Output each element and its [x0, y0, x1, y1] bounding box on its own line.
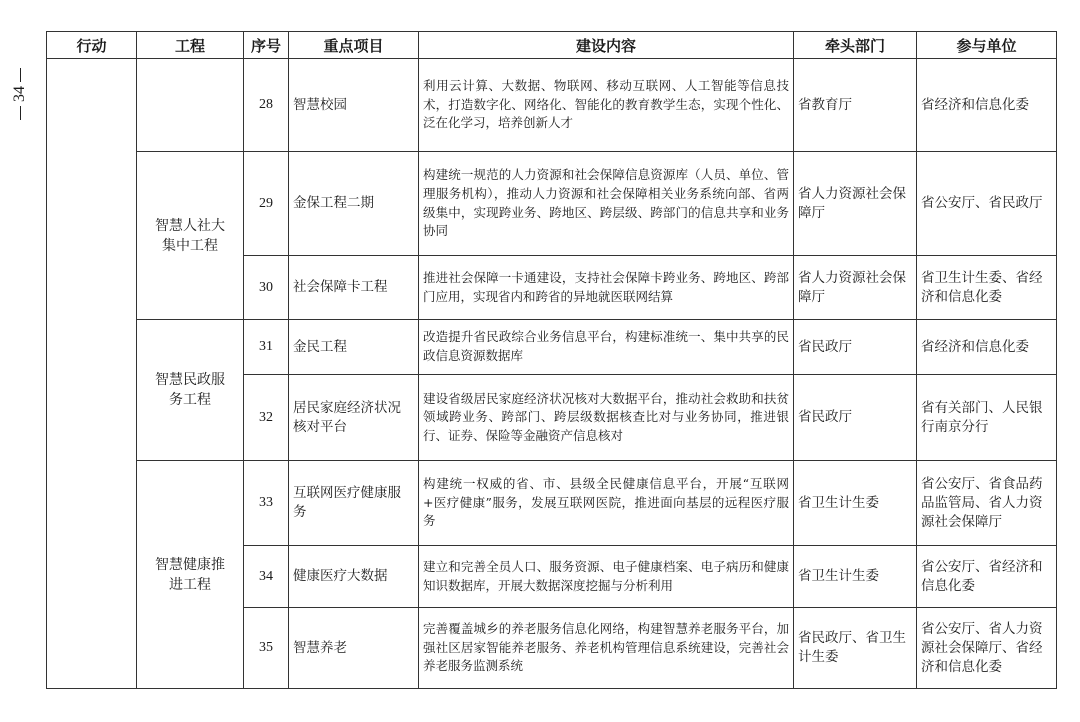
page-number-text: 34 [11, 86, 28, 102]
seq-cell: 34 [244, 546, 289, 608]
lead-dept-cell: 省卫生计生委 [794, 461, 917, 546]
table-row [47, 152, 1057, 256]
header-participants: 参与单位 [917, 32, 1057, 59]
participants-cell: 省公安厅、省人力资源社会保障厅、省经济和信息化委 [917, 608, 1057, 689]
seq-cell: 30 [244, 256, 289, 320]
project-cell [137, 461, 244, 689]
table-row [47, 320, 1057, 375]
content-cell: 建设省级居民家庭经济状况核对大数据平台，推动社会救助和扶贫领域跨业务、跨部门、跨层级数据核查比对与业务协同，推进银行、证券、保险等金融资产信息核对 [419, 375, 794, 461]
content-cell: 推进社会保障一卡通建设，支持社会保障卡跨业务、跨地区、跨部门应用，实现省内和跨省的异地就医联网结算 [419, 256, 794, 320]
lead-dept-cell: 省民政厅、省卫生计生委 [794, 608, 917, 689]
page-number-dash-top [20, 68, 21, 82]
project-cell-empty [137, 59, 244, 152]
project-name: 智慧民政服务工程 [155, 372, 225, 408]
table-header-row [47, 32, 1057, 59]
header-seq: 序号 [244, 32, 289, 59]
content-cell: 构建统一规范的人力资源和社会保障信息资源库（人员、单位、管理服务机构），推动人力资源和社会保障相关业务系统向部、省两级集中，实现跨业务、跨地区、跨层级、跨部门的信息共享和业务协同 [419, 152, 794, 256]
page-number [8, 66, 32, 136]
lead-dept-cell: 省民政厅 [794, 320, 917, 375]
content-cell: 改造提升省民政综合业务信息平台，构建标准统一、集中共享的民政信息资源数据库 [419, 320, 794, 375]
page-number-dash-bottom [20, 106, 21, 120]
lead-dept-cell: 省教育厅 [794, 59, 917, 152]
seq-cell: 35 [244, 608, 289, 689]
key-item-cell: 金保工程二期 [289, 152, 419, 256]
seq-cell: 29 [244, 152, 289, 256]
project-cell [137, 320, 244, 461]
key-item-cell: 社会保障卡工程 [289, 256, 419, 320]
seq-cell: 28 [244, 59, 289, 152]
key-item-cell: 智慧养老 [289, 608, 419, 689]
key-item-cell: 金民工程 [289, 320, 419, 375]
project-name: 智慧人社大集中工程 [155, 217, 225, 254]
header-key-item: 重点项目 [289, 32, 419, 59]
seq-cell: 31 [244, 320, 289, 375]
action-cell [47, 59, 137, 689]
participants-cell: 省经济和信息化委 [917, 320, 1057, 375]
table-row [47, 59, 1057, 152]
lead-dept-cell: 省民政厅 [794, 375, 917, 461]
participants-cell: 省公安厅、省食品药品监管局、省人力资源社会保障厅 [917, 461, 1057, 546]
header-lead-dept: 牵头部门 [794, 32, 917, 59]
key-projects-table [46, 31, 1057, 689]
lead-dept-cell: 省卫生计生委 [794, 546, 917, 608]
project-cell [137, 152, 244, 320]
content-cell: 建立和完善全员人口、服务资源、电子健康档案、电子病历和健康知识数据库，开展大数据深度挖掘与分析利用 [419, 546, 794, 608]
header-project: 工程 [137, 32, 244, 59]
content-cell: 利用云计算、大数据、物联网、移动互联网、人工智能等信息技术，打造数字化、网络化、智能化的教育教学生态，实现个性化、泛在化学习，培养创新人才 [419, 59, 794, 152]
participants-cell: 省卫生计生委、省经济和信息化委 [917, 256, 1057, 320]
participants-cell: 省公安厅、省经济和信息化委 [917, 546, 1057, 608]
content-cell: 构建统一权威的省、市、县级全民健康信息平台，开展“互联网+医疗健康”服务，发展互联网医院，推进面向基层的远程医疗服务 [419, 461, 794, 546]
key-item-cell: 健康医疗大数据 [289, 546, 419, 608]
table-row [47, 461, 1057, 546]
header-action: 行动 [47, 32, 137, 59]
lead-dept-cell: 省人力资源社会保障厅 [794, 152, 917, 256]
participants-cell: 省有关部门、人民银行南京分行 [917, 375, 1057, 461]
participants-cell: 省经济和信息化委 [917, 59, 1057, 152]
lead-dept-cell: 省人力资源社会保障厅 [794, 256, 917, 320]
key-item-cell: 居民家庭经济状况核对平台 [289, 375, 419, 461]
participants-cell: 省公安厅、省民政厅 [917, 152, 1057, 256]
seq-cell: 32 [244, 375, 289, 461]
key-item-cell: 互联网医疗健康服务 [289, 461, 419, 546]
seq-cell: 33 [244, 461, 289, 546]
key-item-cell: 智慧校园 [289, 59, 419, 152]
project-name: 智慧健康推进工程 [155, 556, 225, 593]
content-cell: 完善覆盖城乡的养老服务信息化网络，构建智慧养老服务平台，加强社区居家智能养老服务、养老机构管理信息系统建设，完善社会养老服务监测系统 [419, 608, 794, 689]
header-content: 建设内容 [419, 32, 794, 59]
